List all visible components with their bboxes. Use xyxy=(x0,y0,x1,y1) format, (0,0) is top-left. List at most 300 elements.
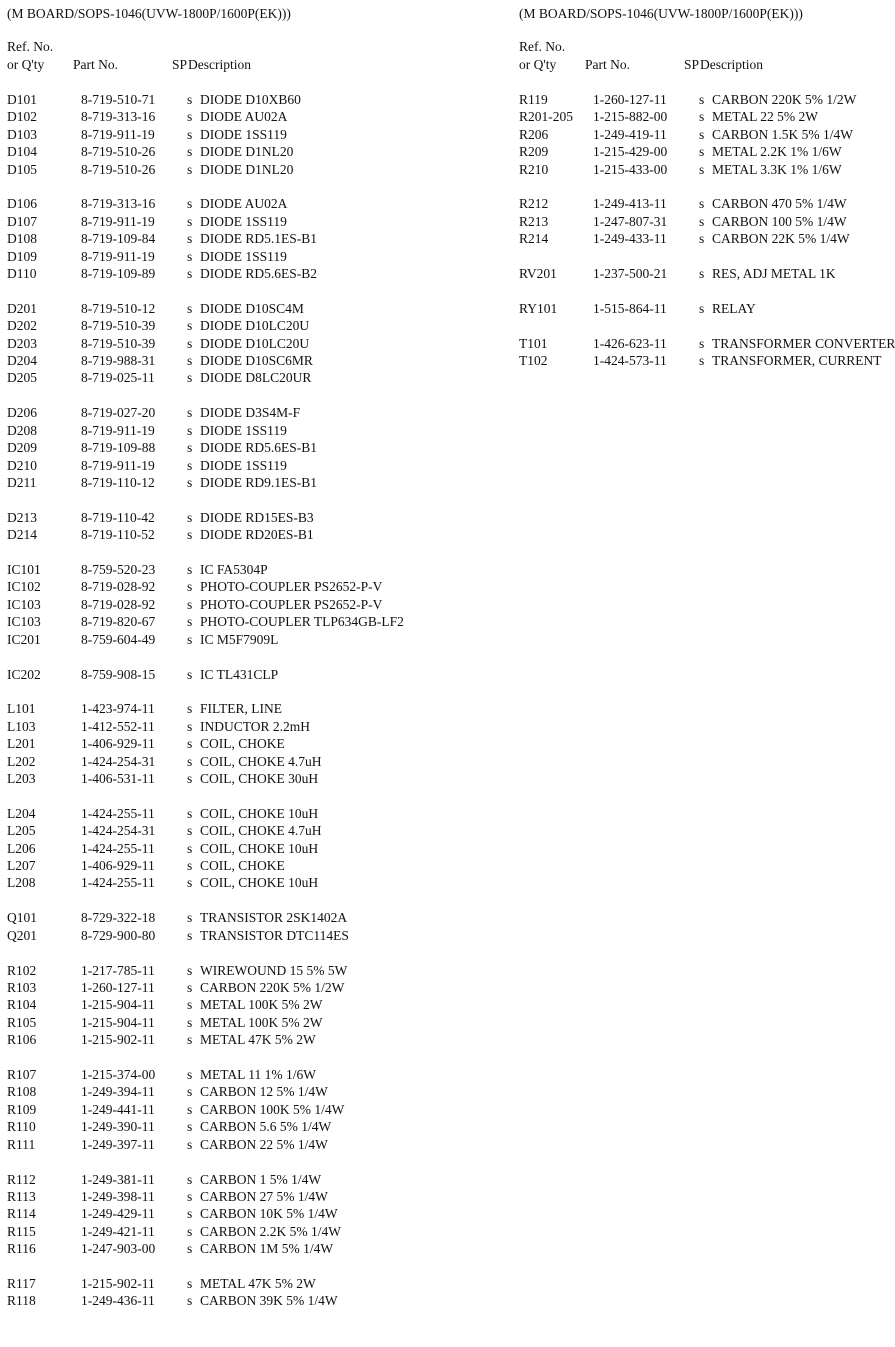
part-no: 1-237-500-21 xyxy=(593,266,668,282)
part-row xyxy=(7,613,427,630)
part-no: 1-249-441-11 xyxy=(81,1101,155,1117)
part-row xyxy=(7,1014,427,1031)
header-ref-no: Ref. No. xyxy=(7,39,54,54)
part-group xyxy=(7,666,427,683)
description: DIODE D1NL20 xyxy=(200,144,294,160)
part-no: 1-424-255-11 xyxy=(81,875,155,891)
ref-no: L103 xyxy=(7,718,36,734)
sp-code: s xyxy=(187,927,193,943)
part-row xyxy=(519,195,872,212)
ref-no: D108 xyxy=(7,231,37,247)
description: CARBON 39K 5% 1/4W xyxy=(200,1293,338,1309)
parts-list xyxy=(519,91,895,387)
part-no: 1-424-254-31 xyxy=(81,823,156,839)
sp-code: s xyxy=(187,1101,193,1117)
part-no: 8-719-510-12 xyxy=(81,300,156,316)
part-row xyxy=(7,840,427,857)
part-no: 8-719-027-20 xyxy=(81,405,156,421)
ref-no: D210 xyxy=(7,457,37,473)
part-row xyxy=(7,143,427,160)
ref-no: R212 xyxy=(519,196,549,212)
sp-code: s xyxy=(187,196,193,212)
part-row xyxy=(7,1031,427,1048)
part-row xyxy=(519,300,872,317)
ref-no: R112 xyxy=(7,1171,36,1187)
ref-no: R213 xyxy=(519,213,549,229)
ref-no: T101 xyxy=(519,335,548,351)
ref-no: R104 xyxy=(7,997,37,1013)
part-row xyxy=(7,822,427,839)
ref-no: L204 xyxy=(7,805,36,821)
part-no: 8-719-510-39 xyxy=(81,318,156,334)
part-no: 8-719-110-12 xyxy=(81,474,155,490)
sp-code: s xyxy=(699,144,705,160)
part-no: 1-249-381-11 xyxy=(81,1171,155,1187)
part-row xyxy=(7,91,427,108)
part-no: 1-215-433-00 xyxy=(593,161,668,177)
ref-no: D110 xyxy=(7,266,37,282)
part-row xyxy=(519,335,895,352)
ref-no: R116 xyxy=(7,1241,36,1257)
sp-code: s xyxy=(187,1206,193,1222)
sp-code: s xyxy=(187,213,193,229)
part-no: 8-719-911-19 xyxy=(81,248,155,264)
sp-code: s xyxy=(699,109,705,125)
part-group xyxy=(519,335,895,370)
sp-code: s xyxy=(187,1171,193,1187)
part-no: 1-215-904-11 xyxy=(81,997,155,1013)
part-no: 1-215-904-11 xyxy=(81,1014,155,1030)
description: METAL 2.2K 1% 1/6W xyxy=(712,144,842,160)
part-no: 8-719-028-92 xyxy=(81,596,156,612)
sp-code: s xyxy=(187,701,193,717)
part-group xyxy=(7,561,427,648)
description: CARBON 220K 5% 1/2W xyxy=(712,92,857,107)
sp-code: s xyxy=(187,318,193,334)
part-row xyxy=(519,230,872,247)
column-header xyxy=(519,38,872,74)
part-row xyxy=(519,265,872,282)
part-no: 8-719-028-92 xyxy=(81,579,156,595)
description: DIODE RD9.1ES-B1 xyxy=(200,474,317,490)
part-no: 1-515-864-11 xyxy=(593,301,667,317)
part-no: 1-249-397-11 xyxy=(81,1136,155,1152)
description: COIL, CHOKE 10uH xyxy=(200,805,319,821)
sp-code: s xyxy=(187,1188,193,1204)
part-row xyxy=(7,422,427,439)
part-no: 1-406-929-11 xyxy=(81,858,155,874)
part-row xyxy=(7,457,427,474)
ref-no: R117 xyxy=(7,1275,36,1291)
part-row xyxy=(7,909,427,926)
description: DIODE D3S4M-F xyxy=(200,405,301,421)
part-row xyxy=(519,108,872,125)
description: DIODE D10SC6MR xyxy=(200,353,313,369)
part-no: 8-719-313-16 xyxy=(81,109,156,125)
sp-code: s xyxy=(187,335,193,351)
part-row xyxy=(519,143,872,160)
description: METAL 100K 5% 2W xyxy=(200,997,323,1013)
ref-no: L101 xyxy=(7,701,36,717)
ref-no: R115 xyxy=(7,1223,36,1239)
part-no: 8-719-110-42 xyxy=(81,509,155,525)
description: DIODE AU02A xyxy=(200,109,288,125)
sp-code: s xyxy=(187,248,193,264)
part-no: 8-719-109-89 xyxy=(81,266,156,282)
part-no: 1-424-255-11 xyxy=(81,805,155,821)
sp-code: s xyxy=(187,1032,193,1048)
description: METAL 11 1% 1/6W xyxy=(200,1067,317,1083)
sp-code: s xyxy=(187,753,193,769)
part-group xyxy=(519,195,872,247)
sp-code: s xyxy=(187,875,193,891)
description: CARBON 2.2K 5% 1/4W xyxy=(200,1223,341,1239)
ref-no: R106 xyxy=(7,1032,37,1048)
description: CARBON 10K 5% 1/4W xyxy=(200,1206,338,1222)
sp-code: s xyxy=(187,718,193,734)
part-no: 1-249-419-11 xyxy=(593,126,667,142)
ref-no: R108 xyxy=(7,1084,37,1100)
description: DIODE D10LC20U xyxy=(200,335,310,351)
sp-code: s xyxy=(187,457,193,473)
part-row xyxy=(7,962,427,979)
ref-no: D208 xyxy=(7,422,37,438)
header-part-no: Part No. xyxy=(73,57,118,72)
sp-code: s xyxy=(187,1293,193,1309)
description: METAL 3.3K 1% 1/6W xyxy=(712,161,842,177)
description: COIL, CHOKE 10uH xyxy=(200,875,319,891)
sp-code: s xyxy=(187,300,193,316)
sp-code: s xyxy=(187,370,193,386)
part-no: 1-424-573-11 xyxy=(593,353,667,369)
part-no: 1-426-623-11 xyxy=(593,335,667,351)
ref-no: D105 xyxy=(7,161,37,177)
ref-no: R201-205 xyxy=(519,109,573,125)
description: DIODE D8LC20UR xyxy=(200,370,312,386)
ref-no: D203 xyxy=(7,335,37,351)
part-no: 1-412-552-11 xyxy=(81,718,155,734)
ref-no: R119 xyxy=(519,92,548,107)
ref-no: R206 xyxy=(519,126,549,142)
sp-code: s xyxy=(187,631,193,647)
sp-code: s xyxy=(187,962,193,978)
sp-code: s xyxy=(187,614,193,630)
column-header xyxy=(7,38,427,74)
part-row xyxy=(7,126,427,143)
part-group xyxy=(7,195,427,282)
ref-no: IC103 xyxy=(7,614,41,630)
part-group xyxy=(7,404,427,491)
sp-code: s xyxy=(187,666,193,682)
description: METAL 47K 5% 2W xyxy=(200,1275,316,1291)
part-no: 8-719-025-11 xyxy=(81,370,155,386)
part-row xyxy=(7,1171,427,1188)
sp-code: s xyxy=(699,335,705,351)
part-row xyxy=(7,857,427,874)
part-no: 8-719-109-88 xyxy=(81,440,156,456)
sp-code: s xyxy=(187,1014,193,1030)
part-row xyxy=(519,91,872,108)
part-no: 1-424-255-11 xyxy=(81,840,155,856)
part-no: 1-249-390-11 xyxy=(81,1119,155,1135)
part-no: 8-729-322-18 xyxy=(81,910,156,926)
description: PHOTO-COUPLER PS2652-P-V xyxy=(200,596,383,612)
ref-no: R210 xyxy=(519,161,549,177)
header-description: Description xyxy=(188,57,251,72)
sp-code: s xyxy=(699,196,705,212)
sp-code: s xyxy=(187,440,193,456)
sp-code: s xyxy=(187,823,193,839)
part-group xyxy=(7,91,427,178)
part-row xyxy=(519,352,882,369)
header-description: Description xyxy=(700,57,763,72)
part-no: 1-247-807-31 xyxy=(593,213,668,229)
sp-code: s xyxy=(187,805,193,821)
description: COIL, CHOKE 4.7uH xyxy=(200,753,322,769)
ref-no: D205 xyxy=(7,370,37,386)
description: CARBON 1M 5% 1/4W xyxy=(200,1241,334,1257)
board-title: (M BOARD/SOPS-1046(UVW-1800P/1600P(EK))) xyxy=(519,6,803,21)
sp-code: s xyxy=(187,1067,193,1083)
part-no: 8-719-510-39 xyxy=(81,335,156,351)
part-no: 1-260-127-11 xyxy=(593,92,667,107)
part-no: 8-719-109-84 xyxy=(81,231,156,247)
part-row xyxy=(7,1275,427,1292)
part-no: 8-759-604-49 xyxy=(81,631,156,647)
description: PHOTO-COUPLER PS2652-P-V xyxy=(200,579,383,595)
description: COIL, CHOKE xyxy=(200,736,285,752)
part-no: 8-729-900-80 xyxy=(81,927,156,943)
ref-no: D101 xyxy=(7,92,37,107)
ref-no: D107 xyxy=(7,213,37,229)
ref-no: D102 xyxy=(7,109,37,125)
description: TRANSFORMER CONVERTER xyxy=(712,335,895,351)
part-row xyxy=(7,770,427,787)
sp-code: s xyxy=(187,126,193,142)
part-no: 1-249-433-11 xyxy=(593,231,667,247)
part-group xyxy=(7,1066,427,1153)
part-no: 1-249-421-11 xyxy=(81,1223,155,1239)
description: DIODE RD15ES-B3 xyxy=(200,509,314,525)
sp-code: s xyxy=(187,736,193,752)
description: IC M5F7909L xyxy=(200,631,279,647)
sp-code: s xyxy=(187,1223,193,1239)
description: CARBON 22 5% 1/4W xyxy=(200,1136,328,1152)
part-no: 1-406-929-11 xyxy=(81,736,155,752)
part-row xyxy=(7,1066,427,1083)
ref-no: D202 xyxy=(7,318,37,334)
ref-no: R118 xyxy=(7,1293,36,1309)
sp-code: s xyxy=(187,161,193,177)
sp-code: s xyxy=(187,997,193,1013)
part-no: 1-424-254-31 xyxy=(81,753,156,769)
part-row xyxy=(7,700,427,717)
description: COIL, CHOKE 30uH xyxy=(200,771,319,786)
sp-code: s xyxy=(187,1119,193,1135)
part-no: 1-249-394-11 xyxy=(81,1084,155,1100)
sp-code: s xyxy=(187,109,193,125)
description: IC FA5304P xyxy=(200,562,268,578)
part-row xyxy=(7,335,427,352)
ref-no: D103 xyxy=(7,126,37,142)
ref-no: D201 xyxy=(7,300,37,316)
part-row xyxy=(7,631,427,648)
description: DIODE D1NL20 xyxy=(200,161,294,177)
sp-code: s xyxy=(187,980,193,996)
description: CARBON 5.6 5% 1/4W xyxy=(200,1119,332,1135)
description: FILTER, LINE xyxy=(200,701,282,717)
sp-code: s xyxy=(187,353,193,369)
description: CARBON 100 5% 1/4W xyxy=(712,213,847,229)
ref-no: D106 xyxy=(7,196,37,212)
part-row xyxy=(7,1101,427,1118)
part-row xyxy=(7,1136,427,1153)
sp-code: s xyxy=(699,301,705,317)
description: TRANSISTOR DTC114ES xyxy=(200,927,349,943)
sp-code: s xyxy=(187,1136,193,1152)
description: CARBON 220K 5% 1/2W xyxy=(200,980,345,996)
ref-no: R109 xyxy=(7,1101,37,1117)
description: TRANSFORMER, CURRENT xyxy=(712,353,882,369)
part-no: 1-260-127-11 xyxy=(81,980,155,996)
part-no: 1-215-882-00 xyxy=(593,109,668,125)
sp-code: s xyxy=(699,126,705,142)
description: DIODE RD5.6ES-B2 xyxy=(200,266,317,282)
part-no: 1-249-413-11 xyxy=(593,196,667,212)
part-no: 8-719-510-71 xyxy=(81,92,156,107)
part-row xyxy=(7,1118,427,1135)
part-no: 8-719-911-19 xyxy=(81,457,155,473)
part-group xyxy=(7,1275,427,1310)
part-row xyxy=(7,317,427,334)
part-no: 8-719-911-19 xyxy=(81,213,155,229)
part-row xyxy=(7,596,427,613)
part-no: 8-719-313-16 xyxy=(81,196,156,212)
part-group xyxy=(519,300,872,317)
part-no: 1-217-785-11 xyxy=(81,962,155,978)
description: DIODE 1SS119 xyxy=(200,126,287,142)
ref-no: IC102 xyxy=(7,579,41,595)
part-group xyxy=(7,700,427,787)
ref-no: D214 xyxy=(7,527,37,543)
sp-code: s xyxy=(187,474,193,490)
sp-code: s xyxy=(187,1084,193,1100)
sp-code: s xyxy=(187,858,193,874)
part-row xyxy=(7,666,427,683)
sp-code: s xyxy=(187,405,193,421)
ref-no: D109 xyxy=(7,248,37,264)
part-row xyxy=(7,213,427,230)
part-row xyxy=(7,404,427,421)
part-no: 8-719-110-52 xyxy=(81,527,155,543)
part-group xyxy=(7,909,427,944)
ref-no: R107 xyxy=(7,1067,37,1083)
description: DIODE D10LC20U xyxy=(200,318,310,334)
ref-no: L205 xyxy=(7,823,36,839)
part-row xyxy=(7,979,427,996)
description: COIL, CHOKE 4.7uH xyxy=(200,823,322,839)
part-row xyxy=(7,369,427,386)
part-group xyxy=(7,805,427,892)
part-row xyxy=(7,753,427,770)
header-qty: or Q'ty xyxy=(519,57,557,72)
sp-code: s xyxy=(187,422,193,438)
part-row xyxy=(7,265,427,282)
ref-no: IC201 xyxy=(7,631,41,647)
part-no: 8-719-510-26 xyxy=(81,161,156,177)
ref-no: R111 xyxy=(7,1136,36,1152)
description: DIODE D10XB60 xyxy=(200,92,301,107)
part-row xyxy=(7,108,427,125)
sp-code: s xyxy=(699,231,705,247)
part-row xyxy=(7,1292,427,1309)
description: RES, ADJ METAL 1K xyxy=(712,266,836,282)
sp-code: s xyxy=(187,231,193,247)
sp-code: s xyxy=(187,562,193,578)
sp-code: s xyxy=(187,509,193,525)
ref-no: R214 xyxy=(519,231,549,247)
part-row xyxy=(7,735,427,752)
part-group xyxy=(7,509,427,544)
part-row xyxy=(519,161,872,178)
sp-code: s xyxy=(699,92,705,107)
description: TRANSISTOR 2SK1402A xyxy=(200,910,348,926)
description: PHOTO-COUPLER TLP634GB-LF2 xyxy=(200,614,404,630)
part-row xyxy=(7,1083,427,1100)
part-no: 1-406-531-11 xyxy=(81,771,155,786)
description: RELAY xyxy=(712,301,756,317)
header-part-no: Part No. xyxy=(585,57,630,72)
part-row xyxy=(7,718,427,735)
description: METAL 100K 5% 2W xyxy=(200,1014,323,1030)
description: COIL, CHOKE 10uH xyxy=(200,840,319,856)
description: CARBON 470 5% 1/4W xyxy=(712,196,847,212)
ref-no: L201 xyxy=(7,736,36,752)
part-no: 1-215-902-11 xyxy=(81,1032,155,1048)
ref-no: IC103 xyxy=(7,596,41,612)
part-no: 1-249-398-11 xyxy=(81,1188,155,1204)
sp-code: s xyxy=(187,840,193,856)
part-no: 1-247-903-00 xyxy=(81,1241,156,1257)
part-row xyxy=(7,561,427,578)
sp-code: s xyxy=(699,266,705,282)
description: CARBON 22K 5% 1/4W xyxy=(712,231,850,247)
part-no: 8-719-988-31 xyxy=(81,353,156,369)
sp-code: s xyxy=(187,596,193,612)
ref-no: D209 xyxy=(7,440,37,456)
part-no: 1-215-429-00 xyxy=(593,144,668,160)
sp-code: s xyxy=(699,353,705,369)
ref-no: R110 xyxy=(7,1119,36,1135)
ref-no: D206 xyxy=(7,405,37,421)
part-group xyxy=(7,962,427,1049)
part-row xyxy=(7,474,427,491)
part-no: 8-719-820-67 xyxy=(81,614,156,630)
ref-no: RY101 xyxy=(519,301,558,317)
ref-no: R209 xyxy=(519,144,549,160)
part-no: 1-215-902-11 xyxy=(81,1275,155,1291)
part-row xyxy=(7,352,427,369)
description: DIODE RD20ES-B1 xyxy=(200,527,314,543)
description: DIODE 1SS119 xyxy=(200,213,287,229)
part-no: 1-249-436-11 xyxy=(81,1293,155,1309)
ref-no: L208 xyxy=(7,875,36,891)
parts-list xyxy=(7,91,427,1327)
part-no: 1-249-429-11 xyxy=(81,1206,155,1222)
part-no: 1-215-374-00 xyxy=(81,1067,156,1083)
part-row xyxy=(7,1240,427,1257)
header-sp: SP xyxy=(172,57,188,72)
